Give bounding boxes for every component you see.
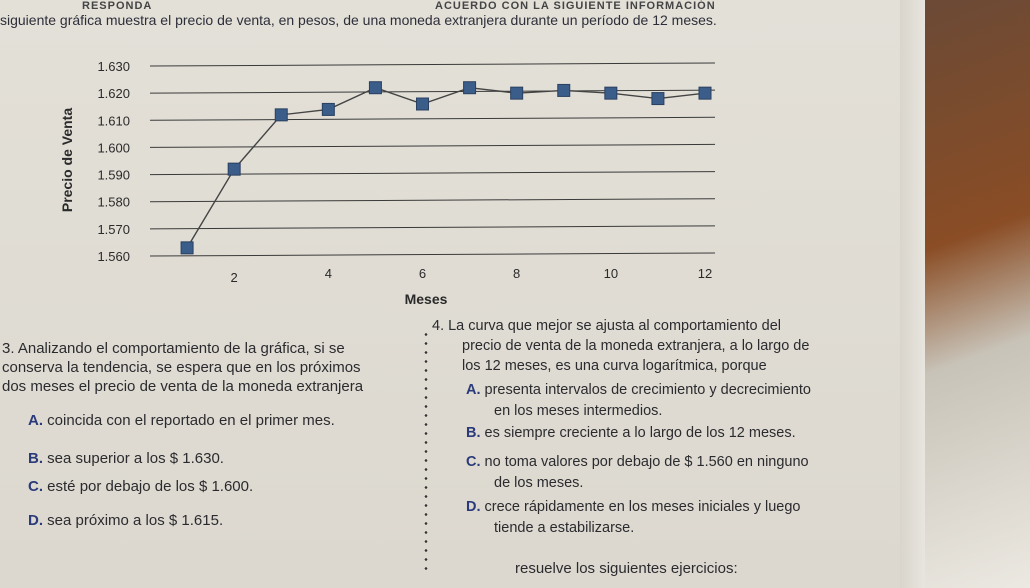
gridline (150, 226, 715, 229)
x-tick-label: 2 (230, 270, 238, 285)
option-letter: A. (28, 412, 48, 429)
option-letter: A. (466, 382, 485, 398)
question-4-option: C. no toma valores por debajo de $ 1.560 en ninguno (466, 454, 809, 470)
question-4-option: D. crece rápidamente en los meses iniciales y luego (466, 499, 801, 515)
price-chart (50, 50, 740, 312)
question-4-option-cont: en los meses intermedios. (494, 403, 663, 419)
intro-text: siguiente gráfica muestra el precio de venta, en pesos, de una moneda extranjera durante un período de 12 meses. (0, 12, 717, 28)
y-tick-label: 1.590 (97, 167, 130, 183)
option-letter: D. (466, 499, 485, 515)
gridline (150, 90, 715, 93)
gridline (150, 117, 715, 120)
data-point (369, 82, 381, 94)
gridline (150, 253, 715, 256)
gridline (150, 144, 715, 147)
chart-gridlines (150, 63, 715, 256)
data-point (464, 82, 476, 94)
data-point (322, 103, 334, 115)
y-tick-label: 1.560 (97, 249, 130, 264)
question-3-option: D. sea próximo a los $ 1.615. (28, 512, 224, 529)
question-3-stem: 3. Analizando el comportamiento de la gráfica, si se (2, 340, 345, 357)
question-4-option-cont: de los meses. (494, 475, 584, 491)
option-letter: D. (28, 512, 48, 529)
y-tick-label: 1.570 (97, 221, 130, 237)
data-point (511, 87, 523, 99)
data-point (275, 109, 287, 121)
question-4-option: A. presenta intervalos de crecimiento y decrecimiento (466, 382, 811, 398)
data-point (605, 87, 617, 99)
y-axis-label: Precio de Venta (59, 107, 75, 213)
footer-text: resuelve los siguientes ejercicios: (515, 560, 738, 577)
x-tick-label: 10 (603, 266, 619, 281)
question-3-option: A. coincida con el reportado en el primer mes. (28, 412, 335, 429)
x-tick-label: 4 (324, 266, 332, 281)
x-tick-label: 12 (697, 266, 713, 281)
x-tick-label: 8 (513, 266, 521, 281)
question-3-option: C. esté por debajo de los $ 1.600. (28, 478, 254, 495)
question-4-stem: 4. La curva que mejor se ajusta al comportamiento del (432, 318, 781, 334)
option-letter: C. (466, 454, 485, 470)
question-4-stem: precio de venta de la moneda extranjera, a lo largo de (462, 338, 810, 354)
column-divider (424, 330, 428, 575)
gridline (150, 199, 715, 202)
question-4-option-cont: tiende a estabilizarse. (494, 520, 635, 536)
series-line (187, 88, 705, 248)
data-point (652, 93, 664, 105)
y-tick-label: 1.630 (97, 59, 130, 74)
data-point (228, 163, 240, 175)
data-point (558, 84, 570, 96)
y-tick-label: 1.620 (97, 86, 130, 102)
header-right: ACUERDO CON LA SIGUIENTE INFORMACIÓN (435, 0, 716, 12)
x-axis-label: Meses (404, 291, 448, 307)
x-tick-labels (231, 266, 713, 285)
option-letter: B. (466, 425, 485, 441)
option-letter: C. (28, 478, 48, 495)
x-tick-label: 6 (418, 266, 427, 281)
gridline (150, 63, 715, 66)
question-3-stem: dos meses el precio de venta de la moneda extranjera (2, 378, 364, 395)
question-4-option: B. es siempre creciente a lo largo de los 12 meses. (466, 425, 796, 441)
header-left: RESPONDA (82, 0, 153, 12)
data-point (417, 98, 429, 110)
y-tick-labels (97, 59, 130, 264)
data-point (699, 87, 711, 99)
background-table (925, 0, 1030, 588)
option-letter: B. (28, 450, 48, 467)
data-point (181, 242, 193, 254)
question-3-stem: conserva la tendencia, se espera que en los próximos (2, 359, 361, 376)
y-tick-label: 1.600 (97, 140, 130, 156)
y-tick-label: 1.580 (97, 194, 130, 210)
y-tick-label: 1.610 (97, 113, 130, 129)
question-4-stem: los 12 meses, es una curva logarítmica, porque (462, 358, 767, 374)
question-3-option: B. sea superior a los $ 1.630. (28, 450, 224, 467)
